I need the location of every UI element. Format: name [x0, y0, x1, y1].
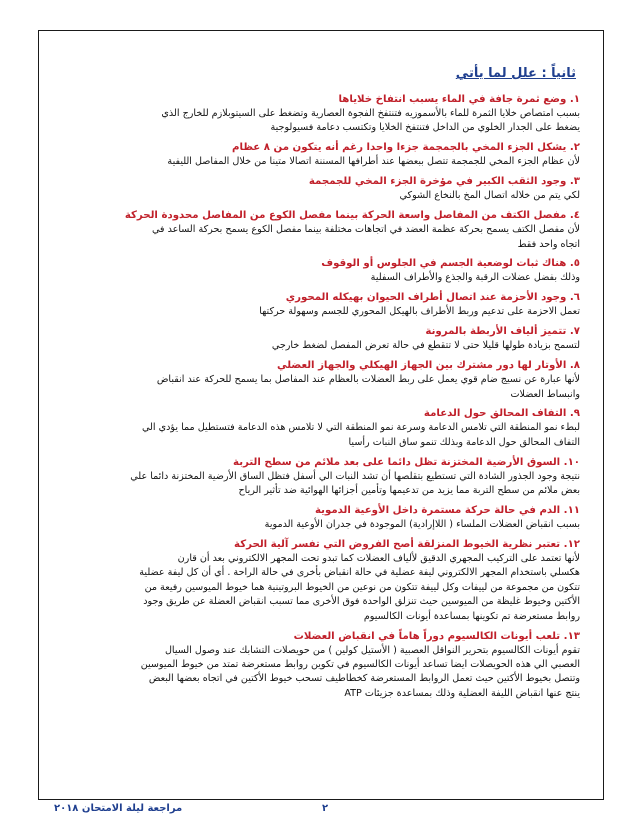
answer-line: بسبب امتصاص خلايا الثمرة للماء بالأسموزيه فتنتفخ الفجوة العصارية وتضغط على السيتوبلازم للخارج الذي — [161, 108, 580, 119]
answer-text — [60, 518, 580, 532]
answer-text — [60, 644, 580, 702]
questions-list — [60, 92, 580, 706]
question-title: ٨. الأوتار لها دور مشترك بين الجهاز الهيكلي والجهاز العضلي — [276, 360, 580, 372]
question-title: ١٣. تلعب أيونات الكالسيوم دوراً هاماً في انقباض العضلات — [293, 630, 580, 642]
answer-text — [60, 373, 580, 402]
answer-text — [60, 421, 580, 450]
list-item — [60, 455, 580, 499]
answer-line: تعمل الاحزمة على تدعيم وربط الأطراف بالهيكل المحوري للجسم وسهولة حركتها — [259, 306, 580, 318]
answer-line: العصبي الي هذه الحويصلات ايضا تساعد أيونات الكالسيوم في تكوين روابط مستعرضة تمتد من خيوط الميوسين — [140, 658, 580, 670]
answer-line: تتكون من مجموعة من لييفات وكل لييفة تتكون من نوعين من الخيوط البروتينية هما خيوط الميوسين رفيعة من — [144, 581, 580, 593]
question-title: ١٠. السوق الأرضية المختزنة تظل دائما على بعد ملائم من سطح التربة — [233, 456, 580, 468]
question-title: ١١. الدم في حالة حركة مستمرة داخل الأوعية الدموية — [314, 505, 580, 517]
question-title: ٦. وجود الأحزمة عند اتصال أطراف الحيوان بهيكله المحوري — [285, 292, 580, 304]
answer-text — [60, 552, 580, 624]
question-title: ٧. تتميز ألياف الأربطة بالمرونة — [425, 326, 580, 338]
list-item — [60, 256, 580, 285]
question-title: ٤. مفصل الكتف من المفاصل واسعة الحركة بينما مفصل الكوع من المفاصل محدودة الحركة — [124, 210, 580, 222]
answer-line: لأنها تعتمد على التركيب المجهري الدقيق لألياف العضلات كما تبدو تحت المجهر الالكتروني بعد أن قارن — [177, 553, 580, 564]
section-heading: ثانياً : علل لما يأتي — [455, 66, 576, 81]
answer-line: لأنها عبارة عن نسيج ضام قوي يعمل على ربط العضلات بالعظام عند المفاصل بما يسمح للحركة عند انقباض — [156, 374, 580, 386]
answer-line: روابط مستعرضة تم تكوينها بمساعدة أيونات الكالسيوم — [363, 610, 580, 622]
answer-text — [60, 339, 580, 353]
answer-line: وذلك بفضل عضلات الرقبة والجذع والأطراف السفلية — [370, 272, 580, 284]
answer-text — [60, 107, 580, 136]
list-item — [60, 324, 580, 353]
answer-line: لأن مفصل الكتف يسمح بحركة عظمة العضد في اتجاهات مختلفة بينما مفصل الكوع يسمح بحركة الساعد في — [151, 224, 580, 236]
question-title: ٣. وجود الثقب الكبير في مؤخرة الجزء المخي للجمجمة — [308, 176, 580, 188]
answer-line: لكي يتم من خلاله اتصال المخ بالنخاع الشوكي — [399, 190, 580, 202]
answer-text — [60, 305, 580, 319]
answer-line: تقوم أيونات الكالسيوم بتحرير النواقل العصبية ( الأستيل كولين ) من حويصلات التشابك عند وصول السيال — [164, 644, 580, 656]
answer-text — [60, 271, 580, 285]
question-title: ٩. التفاف المحالق حول الدعامة — [423, 408, 580, 420]
answer-line: لأن عظام الجزء المخي للجمجمة تتصل ببعضها عند أطرافها المسننة اتصالا متينا من خلال المفاصل الليفية — [167, 156, 580, 168]
answer-line: نتيجة وجود الجذور الشادة التي تستطيع بتقلصها أن تشد النبات الي أسفل فتظل الساق الأرضية المختزنة دائما علي — [130, 470, 580, 482]
question-title: ١٢. تعتبر نظرية الخيوط المنزلقة أصح الفروض التي تفسر آلية الحركة — [234, 539, 580, 550]
list-item — [60, 174, 580, 203]
answer-line: هكسلي باستخدام المجهر الالكتروني ليفة عضلية في حالة انقباض بأخرى في حالة الراحة . أي أن كل ليفة عضلية — [139, 567, 580, 579]
list-item — [60, 208, 580, 252]
answer-line: يضغط على الجدار الخلوي من الداخل فتنتفخ الخلايا وتكتسب دعامة فسيولوجية — [270, 122, 580, 134]
answer-text — [60, 223, 580, 252]
list-item — [60, 503, 580, 532]
answer-line: ينتج عنها انقباض الليفة العضلية وذلك بمساعدة جزيئات ATP — [344, 687, 580, 699]
answer-line: الأكتين وخيوط غليظة من الميوسين حيث تنزلق الواحدة فوق الأخرى مما تسبب انقباض العضلة عن طريق وجود — [143, 596, 580, 608]
list-item — [60, 290, 580, 319]
answer-line: التفاف المحالق حول الدعامة وبذلك تنمو ساق النبات رأسيا — [348, 436, 580, 448]
answer-text — [60, 189, 580, 203]
list-item — [60, 629, 580, 702]
question-title: ٥. هناك ثبات لوضعية الجسم في الجلوس أو الوقوف — [321, 258, 580, 270]
answer-text — [60, 155, 580, 169]
answer-line: لتسمح بزيادة طولها قليلا حتى لا تتقطع في حالة تعرض المفصل لضغط خارجي — [271, 340, 580, 352]
list-item — [60, 358, 580, 402]
list-item — [60, 406, 580, 450]
answer-line: لبطء نمو المنطقة التي تلامس الدعامة وسرعة نمو المنطقة التي لا تلامس هذه الدعامة فتستطيل مما يؤدي الي — [141, 422, 580, 434]
answer-line: اتجاه واحد فقط — [517, 238, 580, 250]
page-footer — [54, 803, 578, 819]
list-item — [60, 92, 580, 136]
list-item — [60, 537, 580, 624]
question-title: ١. وضع ثمرة جافة في الماء يسبب انتفاخ خلاياها — [338, 94, 580, 105]
answer-line: وتتصل بخيوط الأكتين حيث تعمل الروابط المستعرضة كخطاطيف تسحب خيوط الأكتين في اتجاه بعضها البعض — [148, 673, 580, 685]
answer-line: بعض ملائم من سطح التربة مما يزيد من تدعيمها وتأمين أجزائها الهوائية ضد تأثير الرياح — [238, 485, 580, 497]
footer-title: مراجعة ليلة الامتحان ٢٠١٨ — [54, 803, 183, 814]
answer-line: وانبساط العضلات — [510, 388, 580, 400]
question-title: ٢. يشكل الجزء المخي بالجمجمة جزءا واحدا رغم أنه يتكون من ٨ عظام — [232, 142, 580, 154]
answer-line: بسبب انقباض العضلات الملساء ( اللاإرادية) الموجودة في جدران الأوعية الدموية — [264, 519, 580, 531]
page-number: ٢ — [322, 803, 329, 814]
answer-text — [60, 470, 580, 499]
list-item — [60, 140, 580, 169]
